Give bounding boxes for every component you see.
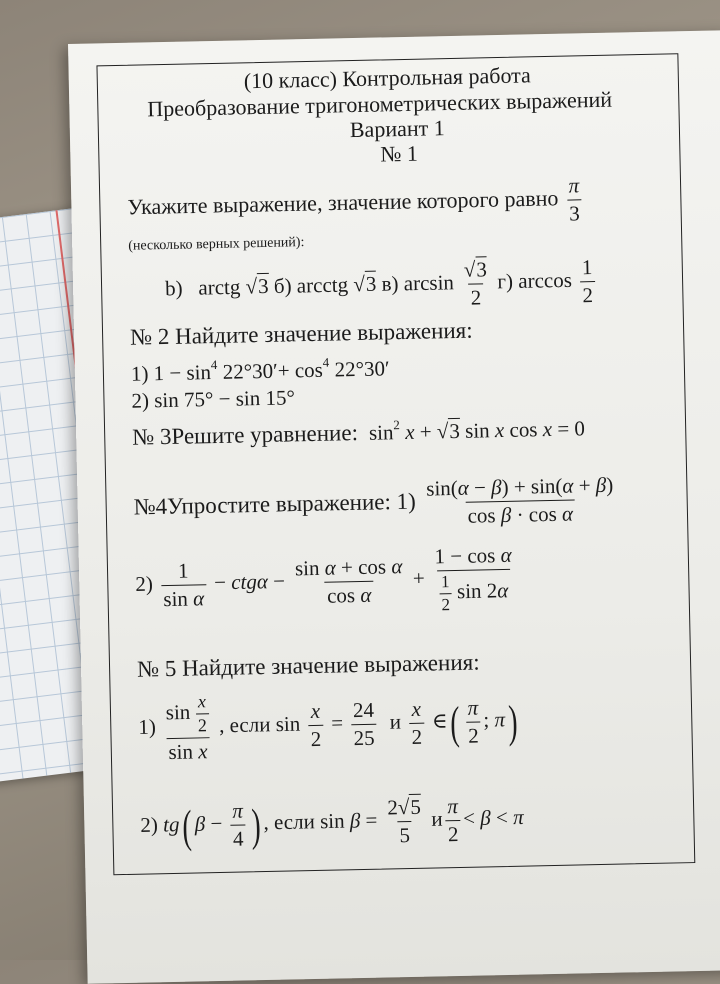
header-line-1: (10 класс) Контрольная работа [243,62,532,94]
task4-line1 [133,473,619,536]
task5-item1: 1) sin $\frac{x}{2}$ sin x , если sin $\frac{x}{2}$ = $\frac{24}{25}$ и $\frac{x}{2}$ ∈( $\frac{\pi}{2}$ ; π) [138,691,518,765]
frac-pi-4: $\frac{\pi}{4}$ [230,798,246,851]
frac-pi-2: $\frac{\pi}{2}$ [465,696,481,749]
frac-x-2b: $\frac{x}{2}$ [409,697,425,750]
task1-question: Укажите выражение, значение которого равно [127,185,559,220]
variant-label: Вариант 1 [349,115,445,143]
task3: № 3Решите уравнение: $\sin^2 x + √3$ sin x cos x = 0 [131,416,586,450]
test-sheet [68,30,720,984]
task4-line2: 2) $\frac{1}{\text{sin α}}$ − ctgα − $\frac{\text{sin α + cos α}}{\text{cos α}}$ + 1 − cos α $\frac{1}{2}$ sin 2α [135,543,518,622]
frac-1-2: $\frac{1}{2}$ [580,255,596,308]
frac-sin-cos: $\frac{\text{sin α + cos α}}{\text{cos α}}$ [294,554,403,608]
task1-note: (несколько верных решений): [128,235,305,254]
task1-options: b) arctg √3 б) arcctg √3 в) arcsin $\frac{√3}{2}$ г) arccos $\frac{1}{2}$ [165,255,599,317]
task1-text [127,173,585,236]
task3-title: № 3Решите уравнение: [131,420,359,450]
frac-sinx2-sinx: sin $\frac{x}{2}$ sin x [163,691,211,765]
task5-title: № 5 Найдите значение выражения: [136,649,480,682]
task2-item1: 1) $1 - \sin^4 22^\circ 30'+ \cos^4 22^\circ 30'$ [130,354,390,386]
task-number-1: № 1 [380,140,419,167]
frac-1-sina: $\frac{1}{\text{sin α}}$ [161,558,207,612]
task5-item2: 2) tg( β − $\frac{\pi}{4}$ ) , если sin β = $\frac{2√5}{5}$ и $\frac{\pi}{2}$ < β < π [140,794,524,852]
frac-pi-2b: $\frac{\pi}{2}$ [445,794,461,847]
pi-over-3: $\frac{\pi}{3}$ [566,173,582,226]
header-line-2: Преобразование тригонометрических выражений [147,86,613,122]
frac-2sqrt5-5: $\frac{2√5}{5}$ [387,794,422,848]
frac-sqrt3-2: $\frac{√3}{2}$ [463,257,488,310]
frac-1-cos: 1 − cos α $\frac{1}{2}$ sin 2α [434,542,512,615]
frac-24-25: $\frac{24}{25}$ [351,698,377,752]
task4-frac1: $\frac{\sin(\alpha - \beta) + \sin(\alpha + \beta)}{\text{cos β · cos α}}$ [425,472,614,528]
frac-x-2: $\frac{x}{2}$ [308,699,324,752]
task2-title: № 2 Найдите значение выражения: [129,317,473,350]
task2-item2: 2) sin 75° − sin 15° [131,385,296,413]
task4-title: №4Упростите выражение: 1) [133,488,417,520]
